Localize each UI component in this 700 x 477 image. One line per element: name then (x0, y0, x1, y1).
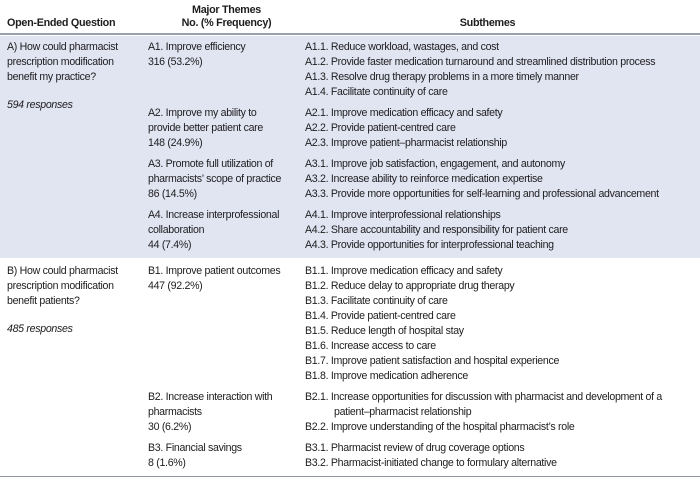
theme-count: 447 (92.2%) (148, 280, 203, 292)
theme-label: pharmacists’ scope of practice (148, 173, 282, 185)
subtheme-line: A1.2. Provide faster medication turnaround and streamlined distribution process (305, 56, 656, 68)
question-line: benefit patients? (7, 295, 80, 307)
col-header-major-themes-line2: No. (% Frequency) (181, 16, 272, 29)
theme-cell-b3 (148, 441, 305, 471)
subtheme-line: A1.3. Resolve drug therapy problems in a more timely manner (305, 71, 579, 83)
theme-count: 86 (14.5%) (148, 188, 197, 200)
subtheme-line: A2.1. Improve medication efficacy and safety (305, 107, 503, 119)
question-line: prescription modification (7, 280, 114, 292)
subtheme-line: B1.2. Reduce delay to appropriate drug therapy (305, 280, 515, 292)
theme-label: A1. Improve efficiency (148, 41, 246, 53)
col-header-major-themes (148, 4, 305, 29)
subtheme-line: A3.2. Increase ability to reinforce medication expertise (305, 173, 543, 185)
subtheme-line: B1.7. Improve patient satisfaction and hospital experience (305, 355, 560, 367)
subthemes-cell-b2 (305, 390, 700, 435)
subthemes-cell-a2 (305, 106, 700, 151)
subtheme-line-continuation: patient–pharmacist relationship (334, 406, 472, 418)
subtheme-line: B1.6. Increase access to care (305, 340, 436, 352)
subtheme-line: B2.2. Improve understanding of the hospital pharmacist’s role (305, 421, 575, 433)
theme-cell-a1 (148, 40, 305, 100)
subtheme-line: B3.2. Pharmacist-initiated change to formulary alternative (305, 457, 557, 469)
subthemes-cell-a1 (305, 40, 700, 100)
theme-label: A2. Improve my ability to (148, 107, 257, 119)
col-header-subthemes: Subthemes (459, 16, 516, 29)
subtheme-line: B1.1. Improve medication efficacy and safety (305, 265, 503, 277)
subtheme-line: B1.5. Reduce length of hospital stay (305, 325, 464, 337)
subtheme-line: B1.3. Facilitate continuity of care (305, 295, 448, 307)
section-question-b (0, 260, 700, 476)
subtheme-line: A2.2. Provide patient-centred care (305, 122, 456, 134)
subtheme-line: A1.4. Facilitate continuity of care (305, 86, 448, 98)
subtheme-line: B1.4. Provide patient-centred care (305, 310, 456, 322)
subthemes-cell-a4 (305, 208, 700, 253)
theme-count: 44 (7.4%) (148, 239, 192, 251)
theme-count: 30 (6.2%) (148, 421, 192, 433)
subtheme-line: A1.1. Reduce workload, wastages, and cost (305, 41, 499, 53)
theme-label: provide better patient care (148, 122, 263, 134)
subtheme-line: A3.3. Provide more opportunities for self-learning and professional advancement (305, 188, 659, 200)
subthemes-cell-a3 (305, 157, 700, 202)
theme-cell-a4 (148, 208, 305, 253)
subtheme-line: B1.8. Improve medication adherence (305, 370, 468, 382)
col-header-open-ended-question: Open-Ended Question (7, 16, 116, 29)
subtheme-line: B3.1. Pharmacist review of drug coverage options (305, 442, 525, 454)
question-line: prescription modification (7, 56, 114, 68)
col-header-major-themes-line1: Major Themes (192, 4, 261, 16)
theme-label: collaboration (148, 224, 205, 236)
responses-count-b: 485 responses (7, 323, 73, 335)
theme-cell-b1 (148, 264, 305, 384)
theme-count: 8 (1.6%) (148, 457, 186, 469)
theme-label: B1. Improve patient outcomes (148, 265, 281, 277)
responses-count-a: 594 responses (7, 99, 73, 111)
theme-label: A4. Increase interprofessional (148, 209, 280, 221)
subthemes-cell-b1 (305, 264, 700, 384)
subtheme-line: A4.1. Improve interprofessional relationships (305, 209, 501, 221)
theme-label: B2. Increase interaction with (148, 391, 273, 403)
table-header-row (0, 0, 700, 35)
theme-cell-a3 (148, 157, 305, 202)
question-cell-a (0, 40, 148, 253)
question-line: A) How could pharmacist (7, 41, 118, 53)
subtheme-line: A2.3. Improve patient–pharmacist relationship (305, 137, 508, 149)
subtheme-line: A4.3. Provide opportunities for interprofessional teaching (305, 239, 554, 251)
section-question-a (0, 36, 700, 258)
subtheme-line: B2.1. Increase opportunities for discussion with pharmacist and development of a (305, 391, 662, 403)
theme-label: A3. Promote full utilization of (148, 158, 273, 170)
theme-cell-a2 (148, 106, 305, 151)
question-cell-b (0, 264, 148, 471)
subthemes-cell-b3 (305, 441, 700, 471)
subtheme-line: A4.2. Share accountability and responsibility for patient care (305, 224, 568, 236)
theme-count: 316 (53.2%) (148, 56, 203, 68)
question-line: B) How could pharmacist (7, 265, 118, 277)
theme-label: pharmacists (148, 406, 202, 418)
theme-cell-b2 (148, 390, 305, 435)
question-line: benefit my practice? (7, 71, 96, 83)
theme-count: 148 (24.9%) (148, 137, 203, 149)
theme-label: B3. Financial savings (148, 442, 242, 454)
subtheme-line: A3.1. Improve job satisfaction, engagement, and autonomy (305, 158, 565, 170)
